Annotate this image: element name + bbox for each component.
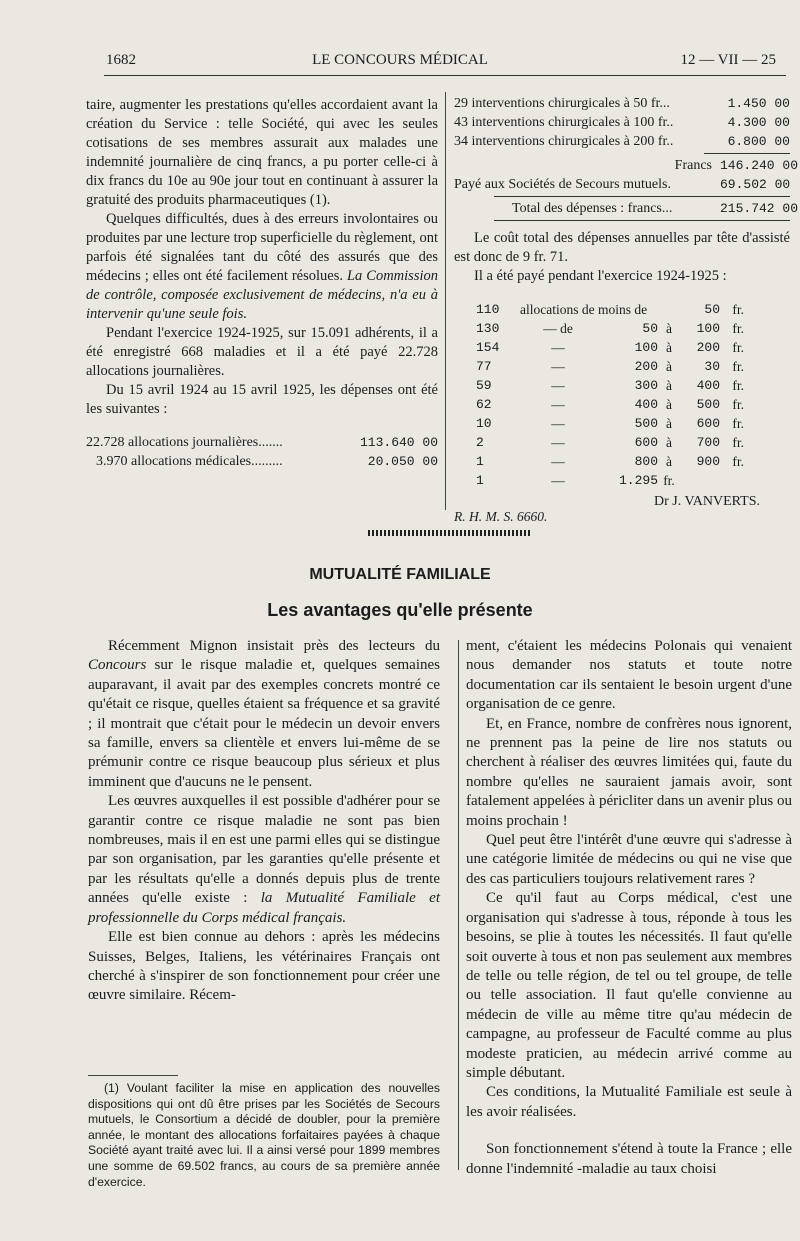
allocation-count: 154 (476, 340, 500, 355)
intervention-row (454, 94, 790, 113)
intervention-amount: 4.300 00 (727, 115, 790, 130)
allocation-dash: — (551, 416, 565, 431)
allocation-row (476, 319, 744, 338)
allocation-a: à (666, 321, 672, 336)
francs-label: Francs (674, 158, 712, 173)
paragraph: Quel peut être l'intérêt d'une œuvre qui s'adresse à une catégorie limitée de médecins ou qui ne vise que des cas particuliers toujours relativement rares ? (466, 832, 792, 887)
total-row (454, 199, 799, 218)
column-rule (445, 92, 446, 510)
paragraph-text: Les œuvres auxquelles il est possible d'adhérer pour se garantir contre ce risque maladie ne sont pas bien nombreuses, mais il en est une parmi elles qui se distingue par son organisation, par les garanties qu'elle présente et par les résultats qu'elle a donnés depuis plus de trente années qu'elle existe : (88, 793, 440, 907)
allocation-row (476, 414, 744, 433)
allocation-to (680, 471, 720, 490)
intervention-amount: 1.450 00 (727, 96, 790, 111)
allocation-dash: — (551, 454, 565, 469)
allocation-a: à (666, 378, 672, 393)
allocation-row (476, 357, 744, 376)
ornamental-divider (368, 530, 530, 536)
journal-title: LE CONCOURS MÉDICAL (312, 52, 488, 68)
allocation-from: 50 (642, 321, 658, 336)
allocation-unit: fr. (732, 321, 744, 336)
bottom-right-column (466, 637, 792, 1179)
paragraph: Ces conditions, la Mutualité Familiale est seule à les avoir réalisées. (466, 1084, 792, 1120)
header-rule (104, 75, 786, 76)
allocation-row (476, 395, 744, 414)
sum-rule (704, 153, 790, 154)
allocation-a: à (666, 454, 672, 469)
section-subtitle: Les avantages qu'elle présente (267, 600, 533, 620)
paid-intro: Il a été payé pendant l'exercice 1924-1925 : (474, 268, 727, 284)
allocation-unit: fr. (732, 435, 744, 450)
allocation-count: 110 (476, 302, 500, 317)
top-right-column (454, 94, 799, 526)
top-left-column (86, 96, 438, 471)
organisation-name: la Mutualité Familiale et professionnelle du Corps médical français. (88, 890, 440, 926)
paragraph: taire, augmenter les prestations qu'elles accordaient avant la création du Service : telle Société, qui avec les seules cotisations de ses membres assurait aux malades une indemnité journalière de cinq francs, a pu porter celle-ci à dix francs du 10e au 90e jour tout en continuant à assurer la gratuité des produits pharmaceutiques (1). (86, 97, 438, 208)
allocation-from: 800 (634, 454, 658, 469)
expense-row (86, 452, 438, 471)
allocation-a: à (666, 359, 672, 374)
allocation-to: 400 (696, 378, 720, 393)
journal-name: Concours (88, 657, 147, 674)
italic-sentence: La Commission de contrôle, composée exclusivement de médecins, n'a eu à intervenir qu'une seule fois. (86, 268, 438, 322)
paragraph: Elle est bien connue au dehors : après les médecins Suisses, Belges, Italiens, les vétérinaires Français ont cherché à s'inspirer de son fonctionnement pour créer une œuvre similaire. Récem- (88, 929, 440, 1004)
allocation-a: à (666, 416, 672, 431)
total-rule (494, 220, 790, 221)
allocation-row (476, 300, 744, 319)
allocation-count: 1 (476, 454, 484, 469)
allocation-count: 10 (476, 416, 492, 431)
intervention-amount: 6.800 00 (727, 134, 790, 149)
allocation-dash: — (551, 378, 565, 393)
allocation-a: à (666, 435, 672, 450)
allocation-a: à (666, 397, 672, 412)
bottom-left-column (88, 637, 440, 1006)
allocation-row (476, 452, 744, 471)
allocation-row (476, 338, 744, 357)
allocation-unit: fr. (732, 397, 744, 412)
paragraph-text: Récemment Mignon insistait près des lecteurs du (108, 638, 440, 654)
intervention-label: 29 interventions chirurgicales à 50 fr... (454, 96, 670, 111)
allocation-unit (720, 471, 744, 490)
allocation-from: 100 (634, 340, 658, 355)
paid-label: Payé aux Sociétés de Secours mutuels. (454, 177, 671, 192)
paragraph-text: sur le risque maladie et, quelques semaines auparavant, il avait par des exemples concrets montré ce qu'était ce risque, quelles étaient sa fréquence et sa gravité ; il montrait que c'était pour le médecin un devoir envers sa famille, envers sa clientèle et envers lui-même de se prémunir contre ce risque beaucoup plus sérieux et plus imminent que d'aucuns ne le pensent. (88, 657, 440, 790)
allocation-from: 500 (634, 416, 658, 431)
allocation-unit: fr. (732, 340, 744, 355)
allocation-dash: — (551, 397, 565, 412)
intervention-row (454, 132, 790, 151)
paragraph (88, 792, 440, 928)
allocation-to: 200 (696, 340, 720, 355)
allocation-dash: — de (543, 321, 573, 336)
intervention-label: 43 interventions chirurgicales à 100 fr.. (454, 115, 674, 130)
cost-paragraph: Le coût total des dépenses annuelles par tête d'assisté est donc de 9 fr. 71. (454, 230, 790, 265)
allocation-a: fr. (663, 473, 675, 488)
expense-amount: 20.050 00 (367, 454, 438, 469)
allocation-to: 500 (696, 397, 720, 412)
reference-code: R. H. M. S. 6660. (454, 509, 548, 524)
signature: Dr J. VANVERTS. (654, 494, 760, 509)
paragraph: Et, en France, nombre de confrères nous ignorent, ne prennent pas la peine de lire nos statuts ou cherchent à réaliser des œuvres limitées qui, faute du nombre qu'elles ne sauraient jamais avoir, sont fatalement appelées à péricliter dans un avenir plus ou moins prochain ! (466, 715, 792, 829)
allocation-unit: fr. (732, 454, 744, 469)
paragraph: Pendant l'exercice 1924-1925, sur 15.091 adhérents, il a été enregistré 668 maladies et il a été payé 22.728 allocations journalières. (86, 325, 438, 379)
allocation-row (476, 376, 744, 395)
total-amount: 215.742 00 (720, 201, 799, 216)
francs-row (454, 156, 799, 175)
allocation-to: 100 (696, 321, 720, 336)
allocation-from: 600 (634, 435, 658, 450)
column-rule (458, 640, 459, 1170)
total-label: Total des dépenses : francs... (512, 201, 673, 216)
allocation-count: 2 (476, 435, 484, 450)
paragraph: Du 15 avril 1924 au 15 avril 1925, les dépenses ont été les suivantes : (86, 382, 438, 417)
allocation-count: 130 (476, 321, 500, 336)
allocation-row (476, 433, 744, 452)
expense-label: 3.970 allocations médicales......... (96, 454, 283, 469)
section-title: MUTUALITÉ FAMILIALE (309, 566, 491, 583)
allocation-count: 59 (476, 378, 492, 393)
paid-row (454, 175, 790, 194)
intervention-label: 34 interventions chirurgicales à 200 fr.. (454, 134, 674, 149)
paragraph: Son fonctionnement s'étend à toute la France ; elle donne l'indemnité -maladie au taux choisi (466, 1141, 792, 1177)
allocation-to: 900 (696, 454, 720, 469)
allocation-dash: — (551, 473, 565, 488)
page-number: 1682 (106, 52, 136, 68)
paragraph (88, 637, 440, 792)
allocation-dash: — (551, 435, 565, 450)
paid-amount: 69.502 00 (720, 177, 791, 192)
allocation-dash: — (551, 340, 565, 355)
allocation-count: 1 (476, 473, 484, 488)
allocation-unit: fr. (732, 378, 744, 393)
footnote (88, 1081, 440, 1190)
paragraph: ment, c'étaient les médecins Polonais qui venaient nous demander nos statuts et toute notre documentation car ils sentaient le besoin urgent d'une organisation de ce genre. (466, 638, 792, 713)
intervention-row (454, 113, 790, 132)
expense-row (86, 433, 438, 452)
total-rule (494, 196, 790, 197)
allocations-table (476, 300, 744, 490)
allocation-from: 400 (634, 397, 658, 412)
allocation-dash: allocations de moins de (520, 302, 648, 317)
footnote-rule (88, 1075, 178, 1076)
francs-amount: 146.240 00 (720, 158, 799, 173)
allocation-unit: fr. (732, 359, 744, 374)
allocation-dash: — (551, 359, 565, 374)
allocation-to: 600 (696, 416, 720, 431)
paragraph (86, 210, 438, 324)
allocation-to: 30 (704, 359, 720, 374)
allocation-count: 62 (476, 397, 492, 412)
allocation-from: 300 (634, 378, 658, 393)
allocation-unit: fr. (732, 416, 744, 431)
footnote-text: (1) Voulant faciliter la mise en application des nouvelles dispositions qui ont dû être prises par les Sociétés de Secours mutuels, le Consortium a décidé de doubler, pour la première année, le montant des allocations forfaitaires payées à chaque Société ayant traité avec lui. Il a ainsi versé pour 1899 membres une somme de 69.502 francs, au cours de sa première année d'exercice. (88, 1081, 440, 1189)
allocation-from: 200 (634, 359, 658, 374)
allocation-from: 1.295 (618, 473, 658, 488)
allocation-unit: fr. (732, 302, 744, 317)
allocation-to: 50 (704, 302, 720, 317)
allocation-a: à (666, 340, 672, 355)
issue-date: 12 — VII — 25 (680, 52, 776, 68)
paragraph-text: Quelques difficultés, dues à des erreurs involontaires ou produites par une lecture trop superficielle du règlement, ont parfois été signalées tant du côté des assurés que des médecins ; elles ont été facilement résolues. (86, 211, 438, 284)
allocation-row (476, 471, 744, 490)
expense-label: 22.728 allocations journalières....... (86, 435, 283, 450)
paragraph: Ce qu'il faut au Corps médical, c'est une organisation qui s'adresse à tous, réponde à tous les besoins, se plie à toutes les nécessités. Il faut qu'elle soit ouverte à tous et non pas seulement aux membres de telle ou telle région, de tel ou tel groupe, de telle ou telle association. Il faut qu'elle convienne au médecin de ville au même titre qu'au médecin de campagne, au professeur de Faculté comme au plus modeste praticien, au médecin arrivé comme au simple débutant. (466, 890, 792, 1081)
allocation-count: 77 (476, 359, 492, 374)
expense-amount: 113.640 00 (359, 435, 438, 450)
allocation-to: 700 (696, 435, 720, 450)
